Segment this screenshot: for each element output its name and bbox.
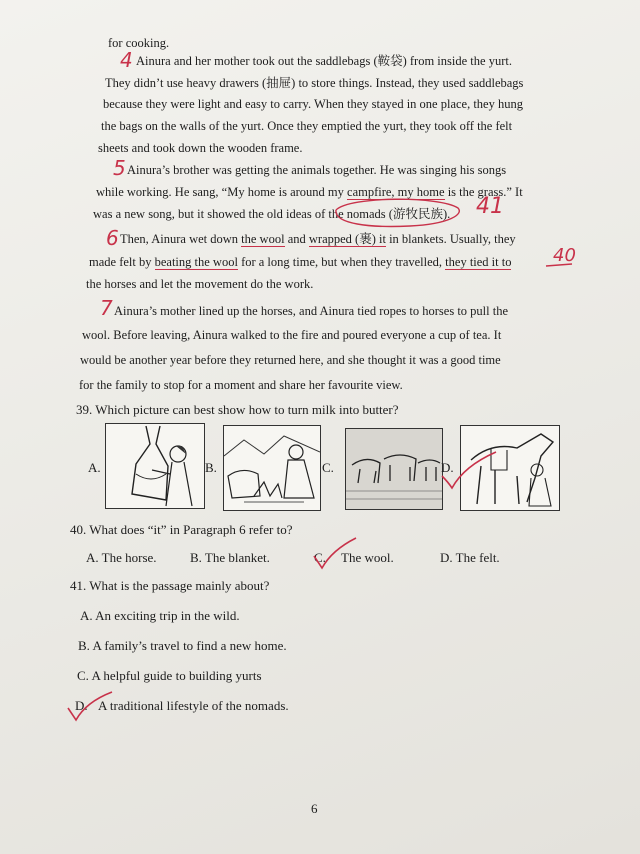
checkmark-icon: [312, 536, 362, 572]
para-5-line: Ainura’s brother was getting the animals together. He was singing his songs: [127, 163, 507, 177]
para-4-line: Ainura and her mother took out the saddlebags (鞍袋) from inside the yurt.: [136, 54, 512, 68]
q41-option-a[interactable]: A. An exciting trip in the wild.: [80, 608, 240, 623]
para-5-line: was a new song, but it showed the old ideas of the nomads (游牧民族).: [93, 207, 451, 221]
milk-bag-illustration: [106, 424, 204, 508]
para-7-line: Ainura’s mother lined up the horses, and Ainura tied ropes to horses to pull the: [114, 304, 509, 318]
q40-option-b[interactable]: B. The blanket.: [190, 550, 270, 565]
arrow-mark: [546, 262, 576, 272]
q41-option-b[interactable]: B. A family’s travel to find a new home.: [78, 638, 287, 653]
q39-picture-b[interactable]: [223, 425, 321, 511]
para-4-line: the bags on the walls of the yurt. Once they emptied the yurt, they took off the felt: [101, 119, 513, 133]
q39-option-d-label[interactable]: D.: [441, 460, 454, 475]
herd-illustration: [346, 429, 442, 509]
checkmark-icon: [440, 448, 500, 492]
para-4-line: sheets and took down the wooden frame.: [98, 141, 303, 155]
question-41: 41. What is the passage mainly about?: [70, 578, 270, 593]
campfire-illustration: [224, 426, 320, 510]
q40-option-d[interactable]: D. The felt.: [440, 550, 500, 565]
underline-the-wool: the wool: [241, 232, 285, 246]
passage-intro: for cooking.: [108, 36, 170, 50]
para-7-number: 7: [100, 296, 113, 320]
para-7-line: wool. Before leaving, Ainura walked to the fire and poured everyone a cup of tea. It: [82, 328, 502, 342]
underline-tied-it: they tied it to: [445, 255, 512, 269]
q41-option-d[interactable]: A traditional lifestyle of the nomads.: [98, 698, 289, 713]
para-4-line: They didn’t use heavy drawers (抽屉) to store things. Instead, they used saddlebags: [105, 76, 524, 90]
circle-mark: [330, 196, 470, 230]
q40-option-a[interactable]: A. The horse.: [86, 550, 157, 565]
q39-picture-c[interactable]: [345, 428, 443, 510]
para-6-number: 6: [106, 226, 119, 250]
para-6-line: the horses and let the movement do the work.: [86, 277, 314, 291]
para-4-line: because they were light and easy to carry. When they stayed in one place, they hung: [103, 97, 523, 111]
page-number: 6: [311, 801, 318, 816]
para-5-line: while working. He sang, “My home is around my campfire, my home is the grass.” It: [96, 185, 523, 199]
para-7-line: for the family to stop for a moment and share her favourite view.: [79, 378, 403, 392]
underline-wrapped: wrapped (裹) it: [308, 232, 386, 246]
circled-nomads: the nomads (游牧民族): [328, 207, 448, 221]
para-4-number: 4: [120, 48, 133, 72]
underline-campfire: campfire, my home: [347, 185, 445, 199]
q40-option-c[interactable]: The wool.: [341, 550, 394, 565]
para-6-line: Then, Ainura wet down the wool and wrapped (裹) it in blankets. Usually, they: [120, 232, 516, 246]
para-5-number: 5: [113, 156, 126, 180]
underline-beating-wool: beating the wool: [154, 255, 238, 269]
question-40: 40. What does “it” in Paragraph 6 refer to?: [70, 522, 293, 537]
q41-option-c[interactable]: C. A helpful guide to building yurts: [77, 668, 262, 683]
answer-mark-41: 41: [476, 194, 504, 219]
q40-option-c-label[interactable]: C.: [314, 550, 326, 565]
question-39: 39. Which picture can best show how to turn milk into butter?: [76, 402, 399, 417]
para-6-line: made felt by beating the wool for a long time, but when they travelled, they tied it to: [89, 255, 512, 269]
q39-option-b-label[interactable]: B.: [205, 460, 217, 475]
q39-option-a-label[interactable]: A.: [88, 460, 101, 475]
answer-mark-40: 40: [553, 245, 576, 266]
q39-option-c-label[interactable]: C.: [322, 460, 334, 475]
q39-picture-a[interactable]: [105, 423, 205, 509]
para-7-line: would be another year before they returned here, and she thought it was a good time: [80, 353, 501, 367]
q41-option-d-label[interactable]: D.: [75, 698, 88, 713]
checkmark-icon: [66, 690, 116, 726]
